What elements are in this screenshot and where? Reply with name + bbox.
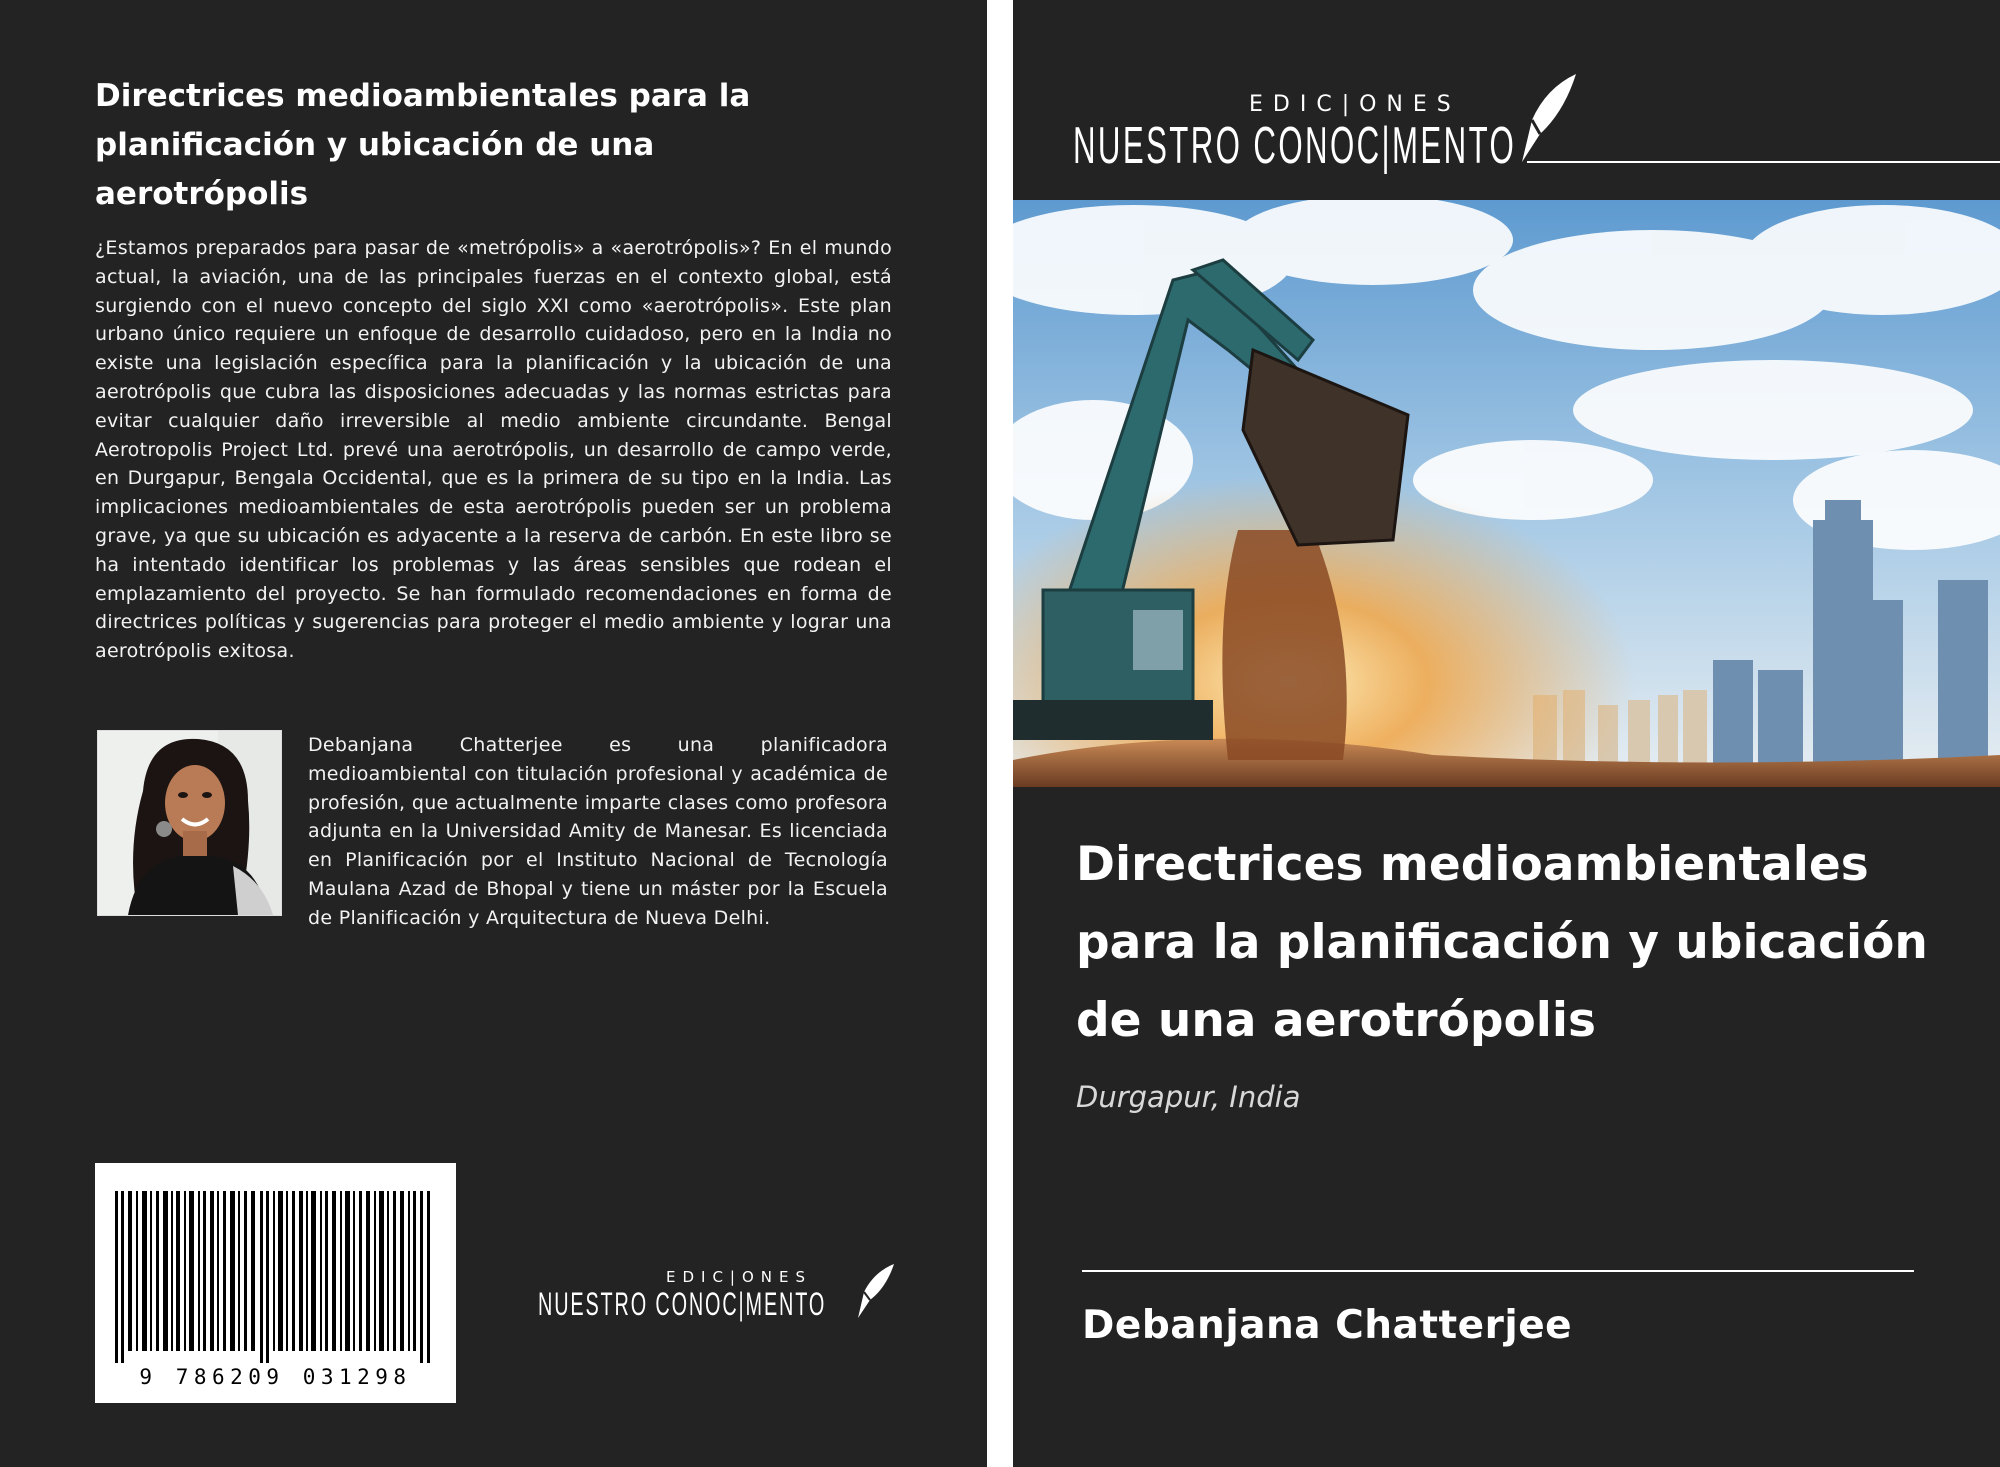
author-divider <box>1082 1270 1914 1272</box>
isbn-number: 9 786209 031298 <box>139 1365 412 1389</box>
front-cover-title: Directrices medioambientales para la planificación y ubicación de una aerotrópolis <box>1076 837 1928 1048</box>
back-cover <box>0 0 987 1467</box>
publisher-logo-line1: EDIC|ONES <box>1249 92 1461 117</box>
back-cover-description: ¿Estamos preparados para pasar de «metrópolis» a «aerotrópolis»? En el mundo actual, la aviación, una de las principales fuerzas en el contexto global, está surgiendo con el nuevo concepto del siglo XXI como «aerotrópolis». Este plan urbano único requiere un enfoque de desarrollo cuidadoso, pero en la India no existe una legislación específica para la planificación y la ubicación de una aerotrópolis que cubra las disposiciones adecuadas y las normas estrictas para evitar cualquier daño irreversible al medio ambiente circundante. Bengal Aerotropolis Project Ltd. prevé una aerotrópolis, un desarrollo de campo verde, en Durgapur, Bengala Occidental, que es la primera de su tipo en la India. Las implicaciones medioambientales de esta aerotrópolis pueden ser un problema grave, ya que su ubicación es adyacente a la reserva de carbón. En este libro se ha intentado identificar los problemas y las áreas sensibles que rodean el emplazamiento del proyecto. Se han formulado recomendaciones en forma de directrices políticas y sugerencias para proteger el medio ambiente y lograr una aerotrópolis exitosa. <box>95 237 892 663</box>
publisher-logo-line1: EDIC|ONES <box>666 1268 813 1286</box>
logo-underline <box>1527 161 2000 163</box>
excavator-city-photo <box>1013 200 2000 787</box>
front-cover-author: Debanjana Chatterjee <box>1082 1303 1573 1348</box>
author-biography: Debanjana Chatterjee es una planificadora medioambiental con titulación profesional y académica de profesión, que actualmente imparte clases como profesora adjunta en la Universidad Amity de Manesar. Es licenciada en Planificación por el Instituto Nacional de Tecnología Maulana Azad de Bhopal y tiene un máster por la Escuela de Planificación y Arquitectura de Nueva Delhi. <box>308 734 888 929</box>
barcode-icon <box>115 1191 436 1363</box>
publisher-logo-line2: NUESTRO CONOC|MENTO <box>538 1286 827 1322</box>
author-portrait-image <box>98 731 281 915</box>
fountain-pen-nib-icon <box>1518 70 1580 166</box>
publisher-logo-line2: NUESTRO CONOC|MENTO <box>1073 117 1517 175</box>
front-cover-subtitle: Durgapur, India <box>1076 1080 1301 1114</box>
isbn-barcode <box>95 1163 456 1403</box>
publisher-logo-back <box>538 1262 908 1332</box>
front-cover <box>1013 0 2000 1467</box>
author-photo <box>97 730 282 916</box>
fountain-pen-nib-icon <box>854 1262 898 1322</box>
back-cover-title: Directrices medioambientales para la planificación y ubicación de una aerotrópolis <box>95 78 751 212</box>
publisher-logo-front <box>1073 70 1593 175</box>
